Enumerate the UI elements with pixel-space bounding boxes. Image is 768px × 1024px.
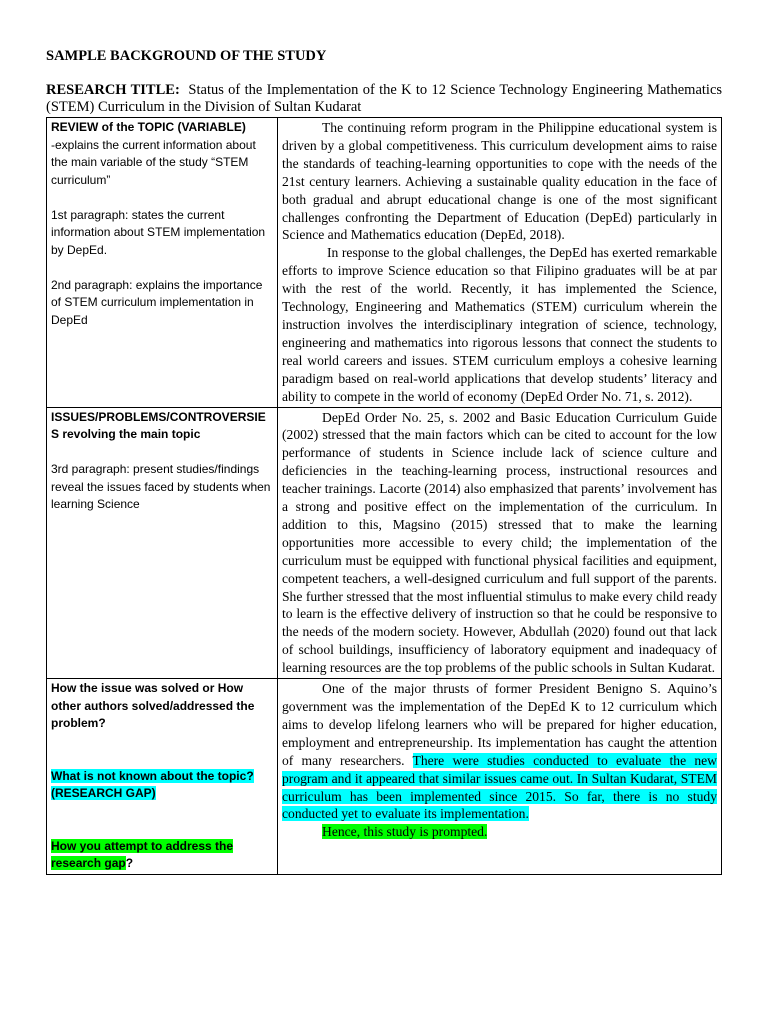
body-paragraph-4-plain: One of the major thrusts of former President Benigno S. Aquino’s government was the implementation of the DepEd K to 12 curriculum which aims to develop lifelong learners who will be prepared for higher education, employment and entrepreneurship. Its implementation has caught the attention of many researchers. <box>282 681 717 768</box>
address-gap-question-end: research gap <box>51 856 126 871</box>
review-topic-label: REVIEW of the TOPIC (VARIABLE) <box>51 120 246 134</box>
issues-text-cell <box>278 407 722 679</box>
issues-guide-cell <box>47 407 278 679</box>
gap-text-cell <box>278 679 722 875</box>
review-guide-cell <box>47 118 278 408</box>
body-paragraph-1: The continuing reform program in the Philippine educational system is driven by a global competitiveness. This curriculum development aims to raise the standards of teaching-learning opportunities to cope with the needs of the 21st century learners. Achieving a sustainable quality education in the face of both gradual and abrupt educational change is one of the most significant challenges confronting the Department of Education (DepEd) particularly in Science and Mathematics education (DepEd, 2018). <box>282 120 717 243</box>
table-row <box>47 407 722 679</box>
research-title-text: Status of the Implementation of the K to 12 Science Technology Engineering Mathematics (STEM) Curriculum in the Division of Sultan Kudarat <box>46 82 723 115</box>
body-paragraph-3: DepEd Order No. 25, s. 2002 and Basic Education Curriculum Guide (2002) stressed that the main factors which can be cited to account for the low performance of students in Science include lack of science culture and deficiencies in the teaching-learning process, instructional resources and teacher trainings. Lacorte (2014) also emphasized that parents’ involvement has a strong and positive effect on the implementation of the curriculum. In addition to this, Magsino (2015) stressed that to make the learning opportunities more accessible to every child; the implementation of the curriculum must be equipped with functional physical facilities and equipment, competent teachers, a well-designed curriculum and full support of the parents. She further stressed that the most influential stimulus to make every child ready to learn is the effective delivery of instruction so that he could be responsive to the needs of the modern society. However, Abdullah (2020) found out that lack of school buildings, insufficiency of laboratory equipment and inadequacy of learning resources are the top problems of the public schools in Sultan Kudarat. <box>282 409 717 676</box>
review-topic-desc: -explains the current information about the main variable of the study “STEM curriculum” <box>51 137 256 187</box>
research-title: RESEARCH TITLE: Status of the Implementation of the K to 12 Science Technology Engineering Mathematics (STEM) Curriculum in the Division of Sultan Kudarat <box>46 82 723 115</box>
how-solved-question: How the issue was solved or How other authors solved/addressed the problem? <box>51 681 255 731</box>
gap-guide-cell <box>47 679 278 875</box>
study-prompted-highlight: Hence, this study is prompted. <box>322 824 488 840</box>
research-gap-label: (RESEARCH GAP) <box>51 786 156 801</box>
paragraph-2-note: 2nd paragraph: explains the importance of STEM curriculum implementation in DepEd <box>51 277 263 327</box>
page-heading: SAMPLE BACKGROUND OF THE STUDY <box>46 48 327 64</box>
body-paragraph-5 <box>282 823 717 841</box>
address-gap-question: How you attempt to address the <box>51 838 234 853</box>
issues-label: ISSUES/PROBLEMS/CONTROVERSIES revolving the main topic <box>51 409 266 441</box>
table-row <box>47 118 722 408</box>
research-gap-highlight: There were studies conducted to evaluate the new program and it appeared that similar issues came out. In Sultan Kudarat, STEM curriculum has been implemented since 2015. So far, there is no study conducted yet to evaluate its implementation. <box>282 752 717 822</box>
background-table <box>46 117 722 875</box>
review-text-cell <box>278 118 722 408</box>
question-mark: ? <box>125 856 134 871</box>
body-paragraph-4 <box>282 680 717 823</box>
body-paragraph-2: In response to the global challenges, the DepEd has exerted remarkable efforts to improve Science education so that Filipino graduates will be at par with the rest of the world. Recently, it has implemented the Science, Technology, Engineering and Mathematics (STEM) curriculum wherein the instruction involves the interdisciplinary integration of science, technology, engineering and mathematics into rigorous lessons that connect the students to real world careers and issues. STEM curriculum employs a cohesive learning paradigm based on real-world applications that develop students’ literacy and ability to compete in the world of economy (DepEd Order No. 71, s. 2012). <box>282 245 717 404</box>
table-row <box>47 679 722 875</box>
research-gap-question: What is not known about the topic? <box>51 768 254 783</box>
paragraph-3-note: 3rd paragraph: present studies/findings reveal the issues faced by students when learning Science <box>51 462 271 511</box>
research-title-label: RESEARCH TITLE <box>46 82 175 98</box>
paragraph-1-note: 1st paragraph: states the current information about STEM implementation by DepEd. <box>51 207 266 257</box>
